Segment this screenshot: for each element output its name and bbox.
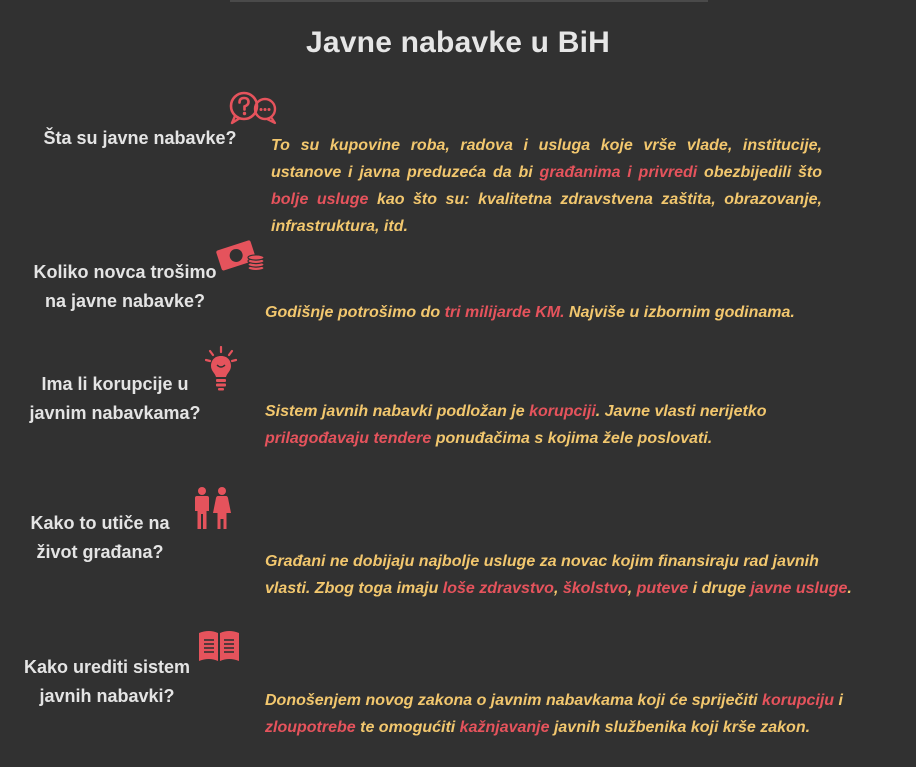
answer-text: te omogućiti <box>355 719 460 736</box>
answer-text: , <box>627 580 637 597</box>
question-impact: Kako to utiče na život građana? <box>30 513 170 562</box>
answer-text: Sistem javnih nabavki podložan je <box>265 403 530 420</box>
answer-text: obezbijedili što <box>697 164 822 181</box>
highlight-text: javne usluge <box>750 580 848 597</box>
answer-text: To su kupovine roba, radova i usluga koje vrše vlade, institucije, ustanove i javna preduzeća da bi <box>271 137 822 181</box>
highlight-text: tri milijarde KM. <box>444 304 565 321</box>
question-what-is: Šta su javne nabavke? <box>43 128 237 148</box>
highlight-text: prilagođavaju tendere <box>265 430 432 447</box>
highlight-text: građanima i privredi <box>539 164 698 181</box>
question-how-much: Koliko novca trošimo na javne nabavke? <box>33 262 217 311</box>
highlight-text: zloupotrebe <box>265 719 356 736</box>
answer-text: kao što su: kvalitetna zdravstvena zaštita, obrazovanje, infrastruktura, itd. <box>271 191 822 235</box>
answer-text: Donošenjem novog zakona o javnim nabavkama koji će spriječiti <box>265 692 763 709</box>
answer-impact <box>265 548 865 602</box>
question-reform: Kako urediti sistem javnih nabavki? <box>23 657 191 706</box>
answer-text: Godišnje potrošimo do <box>265 304 445 321</box>
answer-what-is <box>271 132 822 240</box>
highlight-text: kažnjavanje <box>459 719 550 736</box>
highlight-text: školstvo <box>562 580 628 597</box>
answer-text: Najviše u izbornim godinama. <box>564 304 795 321</box>
answer-text: . Javne vlasti nerijetko <box>595 403 767 420</box>
highlight-text: loše zdravstvo <box>442 580 554 597</box>
highlight-text: puteve <box>636 580 689 597</box>
answer-text: Građani ne dobijaju najbolje usluge za novac kojim finansiraju rad javnih vlasti. Zbog toga imaju <box>265 553 819 597</box>
highlight-text: korupciju <box>762 692 835 709</box>
question-corruption: Ima li korupcije u javnim nabavkama? <box>29 374 201 423</box>
page-title: Javne nabavke u BiH <box>306 26 610 59</box>
answer-text: . <box>847 580 852 597</box>
answer-text: javnih službenika koji krše zakon. <box>549 719 811 736</box>
answer-how-much <box>265 299 845 326</box>
highlight-text: bolje usluge <box>271 191 369 208</box>
highlight-text: korupciji <box>529 403 596 420</box>
question-chat-icon <box>227 90 279 126</box>
answer-text: i <box>834 692 843 709</box>
top-divider <box>230 0 708 2</box>
answer-reform <box>265 687 865 741</box>
answer-text: , <box>553 580 563 597</box>
answer-text: i druge <box>688 580 751 597</box>
answer-text: ponuđačima s kojima žele poslovati. <box>431 430 713 447</box>
answer-corruption <box>265 398 825 452</box>
